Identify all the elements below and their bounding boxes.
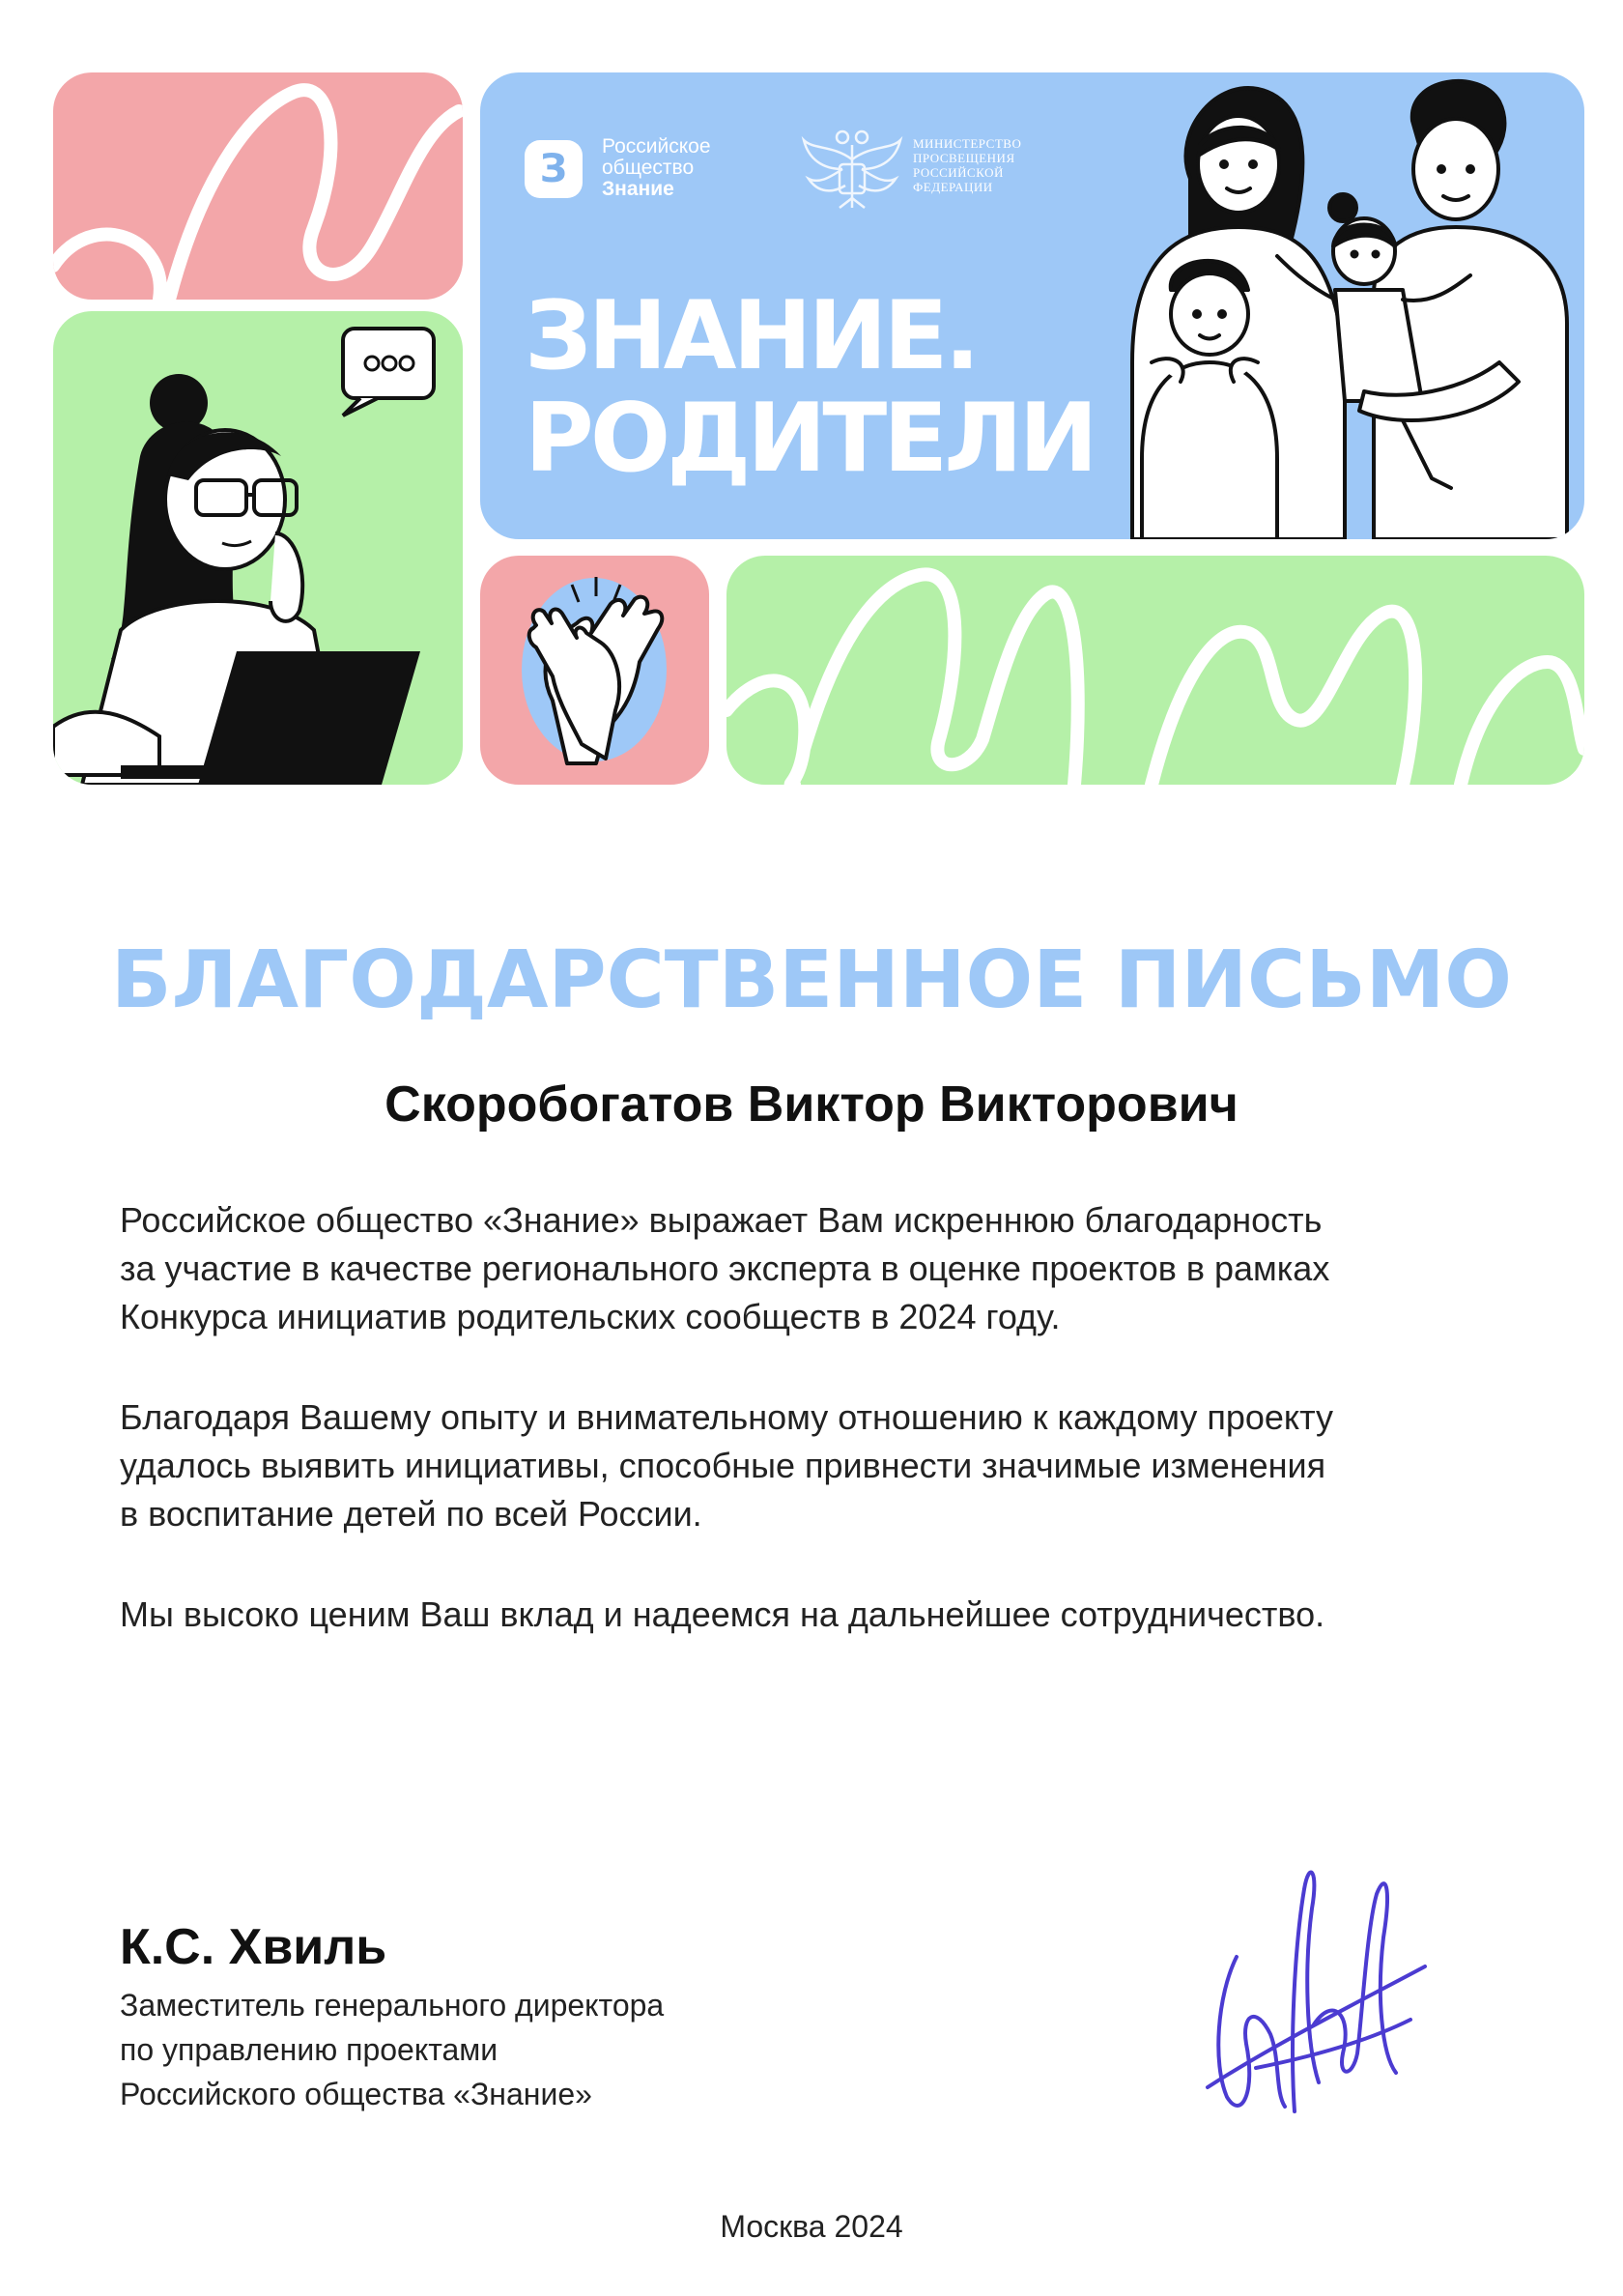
document-title: БЛАГОДАРСТВЕННОЕ ПИСЬМО xyxy=(110,934,1512,1026)
squiggle-decoration xyxy=(726,556,1584,785)
ministry-line-2: ПРОСВЕЩЕНИЯ xyxy=(913,151,1015,165)
ministry-text xyxy=(913,136,1068,194)
letter-body xyxy=(120,1196,1511,1691)
ministry-line-1: МИНИСТЕРСТВО xyxy=(913,136,1022,151)
ministry-emblem-icon xyxy=(799,126,905,217)
signatory-name: К.С. Хвиль xyxy=(120,1919,387,1975)
znanie-logo-icon: З xyxy=(525,140,583,198)
org-logo-line-3: Знание xyxy=(602,178,674,200)
position-line-2: по управлению проектами xyxy=(120,2032,498,2067)
family-illustration xyxy=(1113,72,1584,539)
woman-laptop-illustration xyxy=(53,311,463,785)
blue-hero-tile xyxy=(480,72,1584,539)
green-tile-bottom-wide xyxy=(726,556,1584,785)
org-logo-line-1: Российское xyxy=(602,135,711,158)
org-logo-text xyxy=(602,136,766,200)
pink-tile-top-left xyxy=(53,72,463,300)
ministry-line-3: РОССИЙСКОЙ xyxy=(913,165,1004,180)
signatory-position xyxy=(120,1983,796,2116)
handwritten-signature xyxy=(1198,1851,1430,2131)
paragraph-3: Мы высоко ценим Ваш вклад и надеемся на дальнейшее сотрудничество. xyxy=(120,1594,1325,1634)
recipient-name: Скоробогатов Виктор Викторович xyxy=(384,1076,1239,1133)
pink-tile-high-five xyxy=(480,556,709,785)
paragraph-2: Благодаря Вашему опыту и внимательному отношению к каждому проекту удалось выявить инициативы, способные привнести значимые изменения в воспитание детей по всей России. xyxy=(120,1397,1333,1534)
org-logo-line-2: общество xyxy=(602,157,695,179)
position-line-1: Заместитель генерального директора xyxy=(120,1988,665,2023)
squiggle-decoration xyxy=(53,72,463,300)
project-title-line-1: ЗНАНИЕ. xyxy=(525,281,977,391)
city-year: Москва 2024 xyxy=(720,2209,903,2244)
high-five-icon xyxy=(480,556,709,785)
project-title-line-2: РОДИТЕЛИ xyxy=(525,384,1095,494)
paragraph-1: Российское общество «Знание» выражает Вам искреннюю благодарность за участие в качестве регионального эксперта в оценке проектов в рамках Конкурса инициатив родительских сообществ в 2024 году. xyxy=(120,1200,1330,1336)
ministry-line-4: ФЕДЕРАЦИИ xyxy=(913,180,993,194)
project-title xyxy=(525,281,1095,494)
position-line-3: Российского общества «Знание» xyxy=(120,2077,592,2111)
green-tile-left xyxy=(53,311,463,785)
